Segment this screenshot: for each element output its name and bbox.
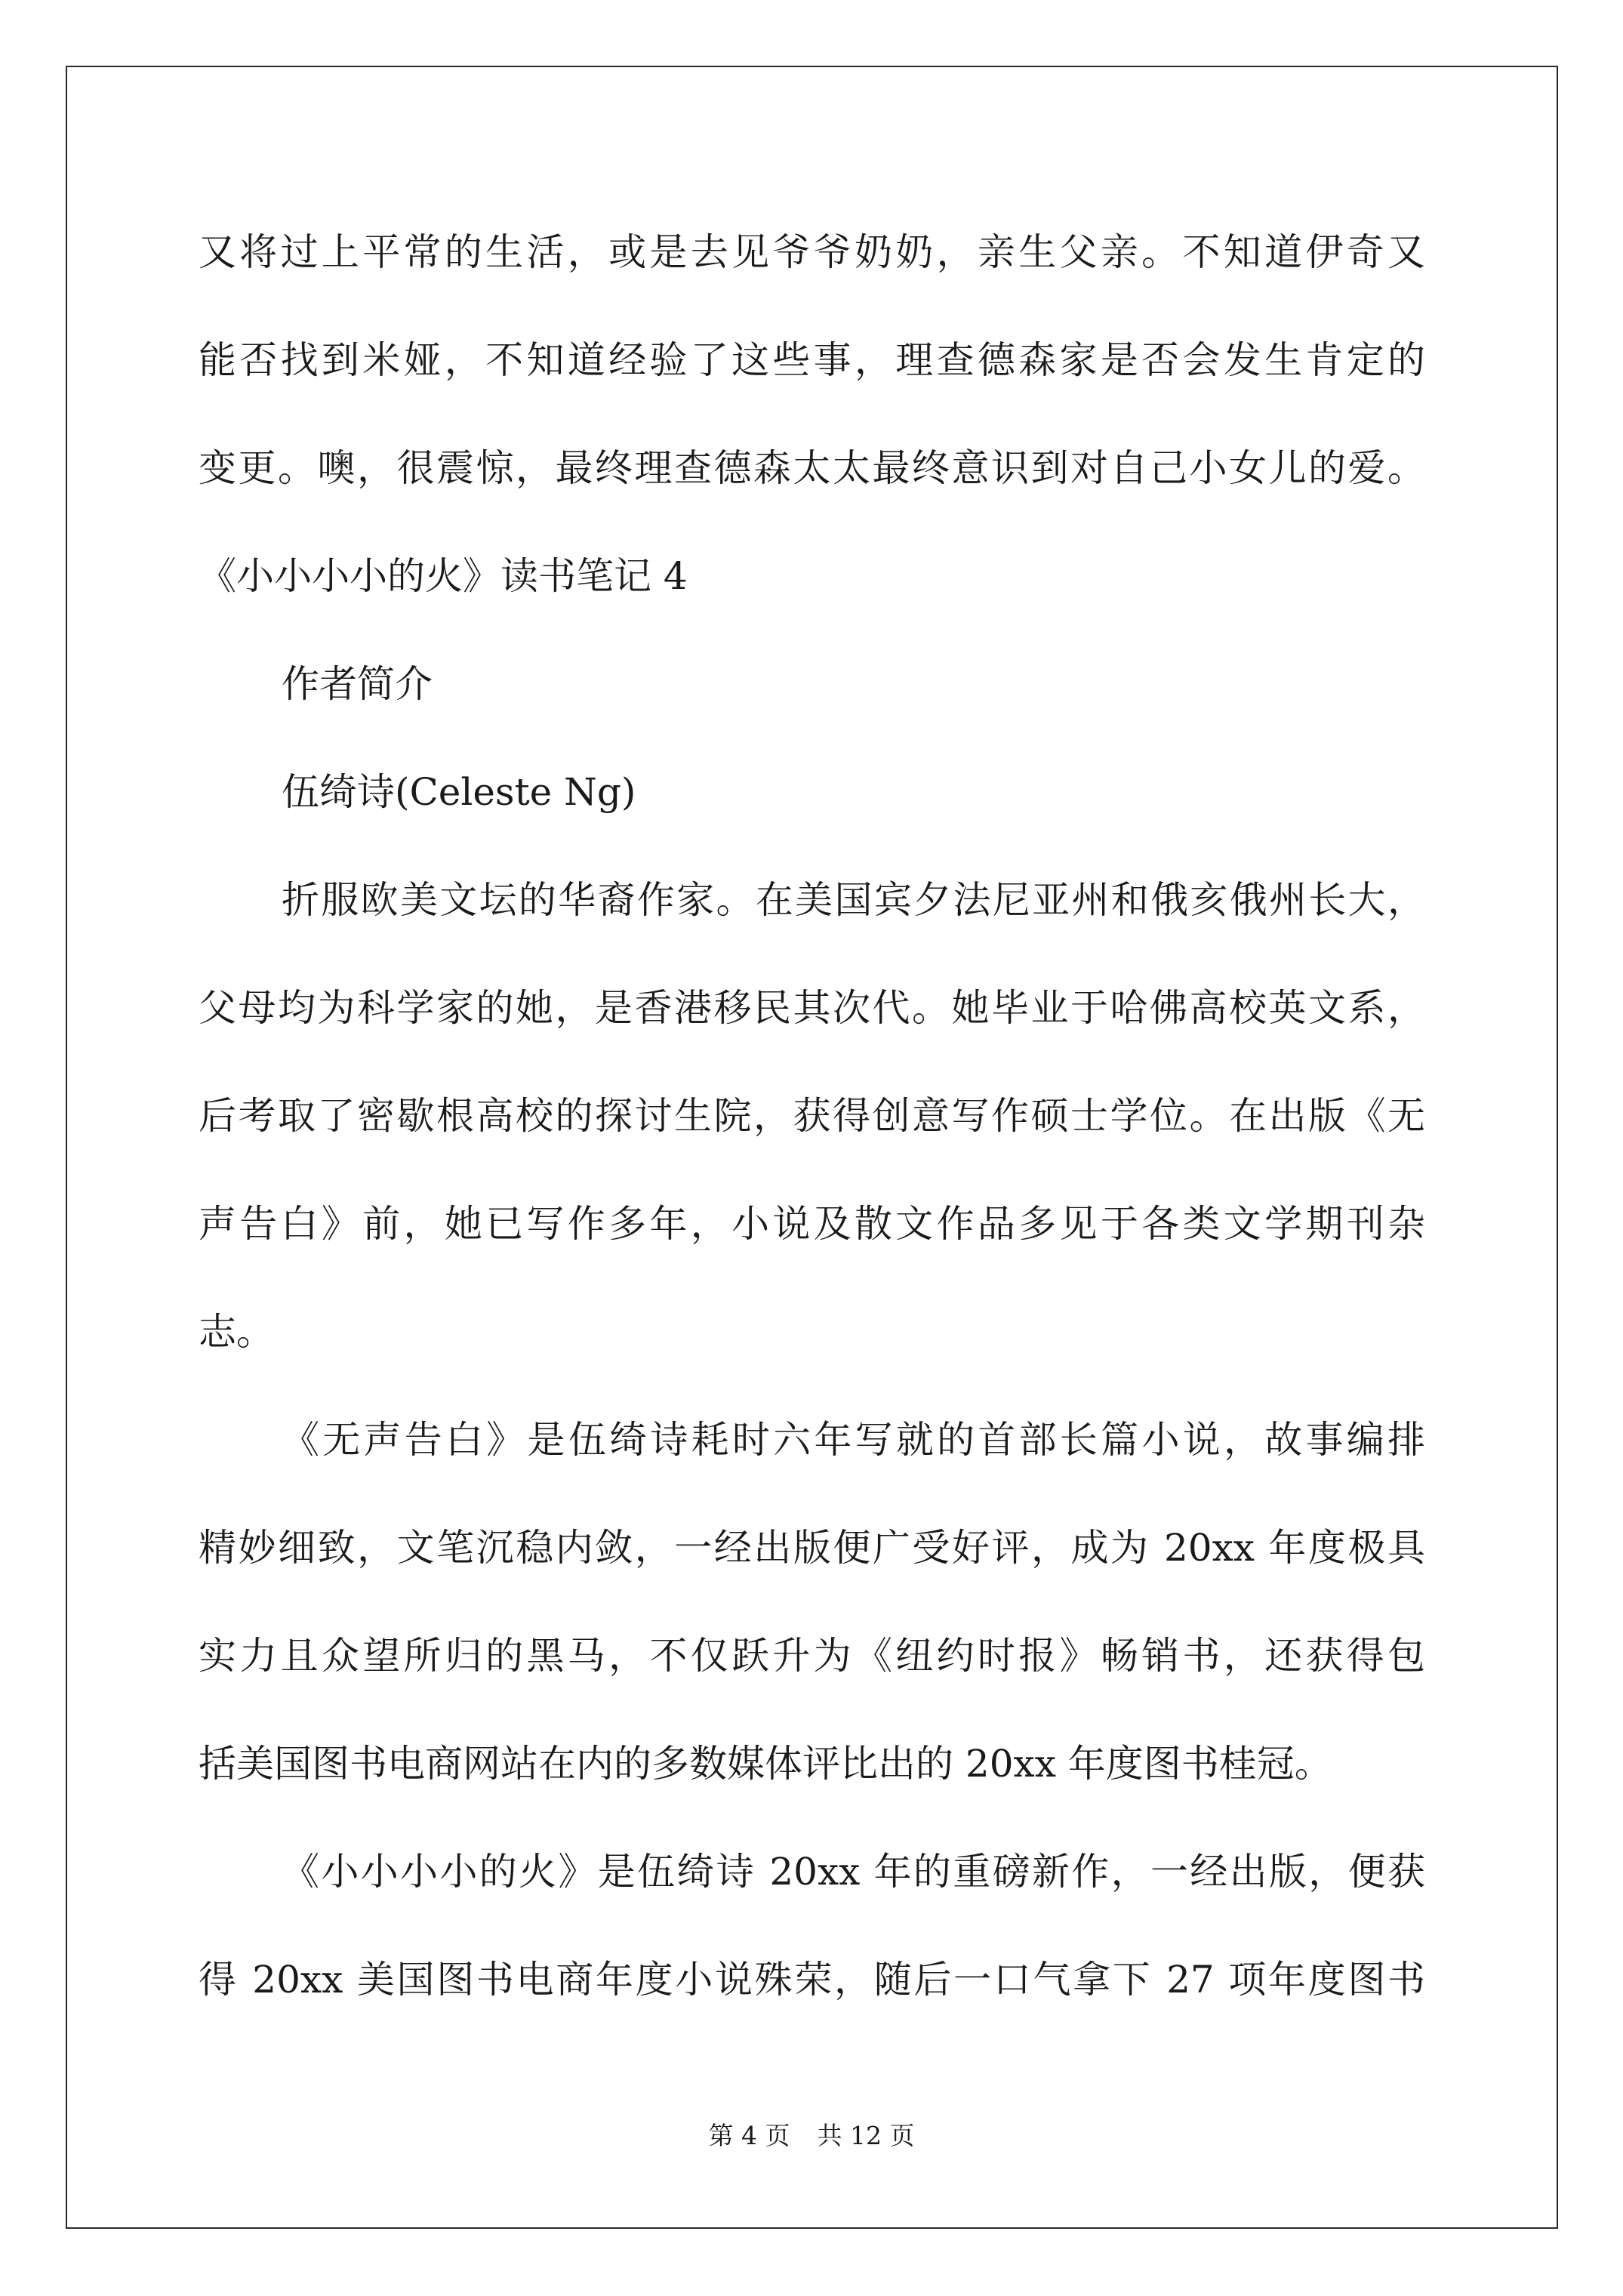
author-name: 伍绮诗(Celeste Ng) bbox=[282, 770, 636, 814]
page-total: 共 12 页 bbox=[817, 2121, 915, 2150]
subheading: 作者简介 bbox=[282, 662, 433, 706]
text-line: 志。 bbox=[199, 1310, 274, 1354]
text-line: 声告白》前，她已写作多年，小说及散文作品多见于各类文学期刊杂 bbox=[199, 1202, 1425, 1246]
text-line: 后考取了密歇根高校的探讨生院，获得创意写作硕士学位。在出版《无 bbox=[199, 1094, 1425, 1138]
page-border bbox=[66, 66, 1558, 2229]
section-heading: 《小小小小的火》读书笔记 4 bbox=[199, 554, 688, 598]
text-line: 父母均为科学家的她，是香港移民其次代。她毕业于哈佛高校英文系， bbox=[199, 986, 1425, 1030]
text-line: 得 20xx 美国图书电商年度小说殊荣，随后一口气拿下 27 项年度图书 bbox=[199, 1958, 1425, 2002]
page-footer bbox=[0, 2121, 1623, 2151]
text-line: 折服欧美文坛的华裔作家。在美国宾夕法尼亚州和俄亥俄州长大， bbox=[282, 878, 1425, 922]
text-line: 括美国图书电商网站在内的多数媒体评比出的 20xx 年度图书桂冠。 bbox=[199, 1742, 1332, 1786]
text-line: 实力且众望所归的黑马，不仅跃升为《纽约时报》畅销书，还获得包 bbox=[199, 1634, 1425, 1678]
page-number: 第 4 页 bbox=[708, 2121, 790, 2150]
text-line: 又将过上平常的生活，或是去见爷爷奶奶，亲生父亲。不知道伊奇又 bbox=[199, 230, 1425, 274]
text-line: 变更。噢，很震惊，最终理查德森太太最终意识到对自己小女儿的爱。 bbox=[199, 446, 1425, 490]
text-line: 精妙细致，文笔沉稳内敛，一经出版便广受好评，成为 20xx 年度极具 bbox=[199, 1526, 1425, 1570]
text-line: 能否找到米娅，不知道经验了这些事，理查德森家是否会发生肯定的 bbox=[199, 338, 1425, 382]
text-line: 《无声告白》是伍绮诗耗时六年写就的首部长篇小说，故事编排 bbox=[282, 1418, 1425, 1462]
text-line: 《小小小小的火》是伍绮诗 20xx 年的重磅新作，一经出版，便获 bbox=[282, 1850, 1425, 1894]
